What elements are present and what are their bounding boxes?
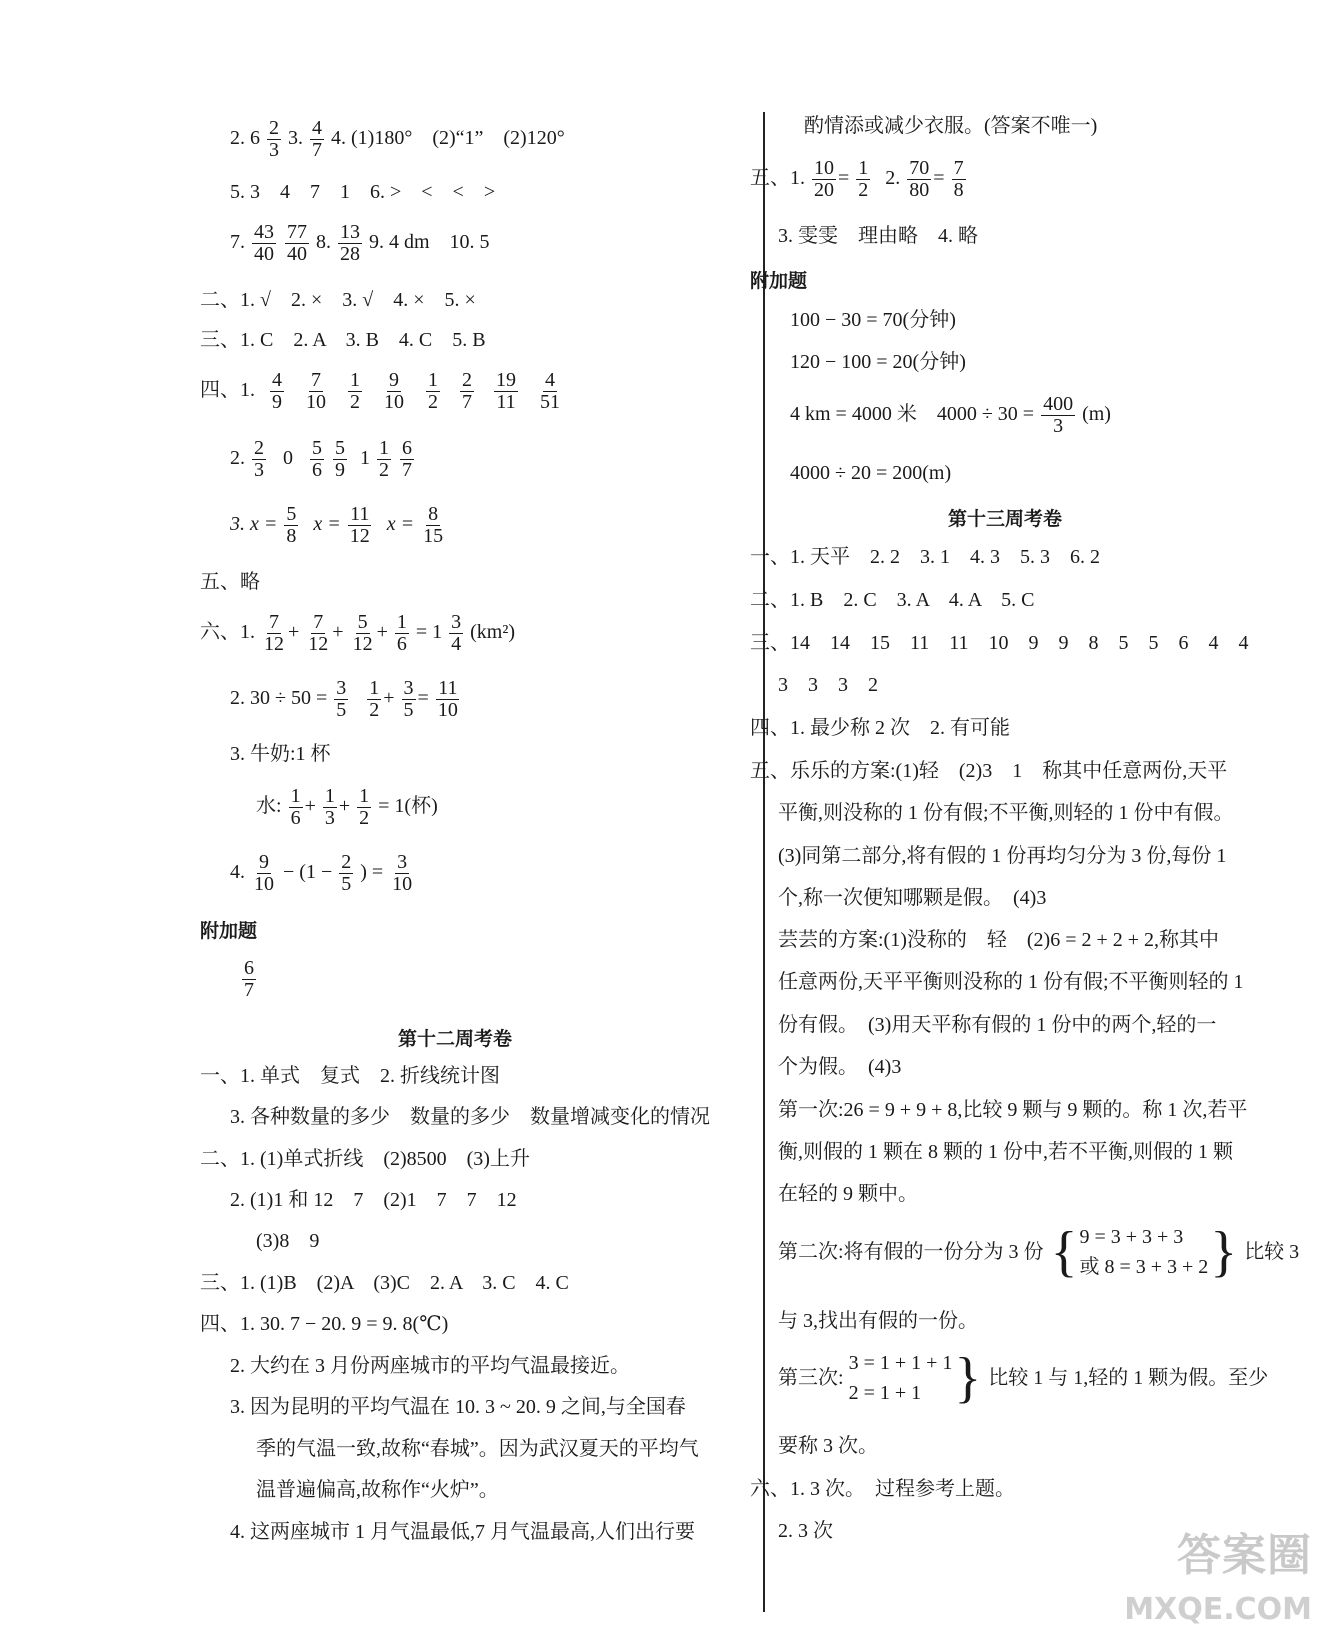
answer-line: 六、1. 3 次。 过程参考上题。 bbox=[750, 1478, 1015, 1500]
answer-line: 五、乐乐的方案:(1)轻 (2)3 1 称其中任意两份,天平 bbox=[750, 760, 1228, 782]
answer-line: 六、1. $\frac{7}{12}$ + $\frac{7}{12}$ + $\frac{5}{12}$ + $\frac{1}{6}$ = 1 $\frac{3}{4}$ (km²) bbox=[200, 611, 515, 655]
answer-line: 3. 雯雯 理由略 4. 略 bbox=[778, 225, 978, 247]
answer-line: 第二次:将有假的一份分为 3 份 { 9 = 3 + 3 + 3 或 8 = 3 + 3 + 2 } 比较 3 bbox=[778, 1221, 1300, 1283]
answer-line: 100 − 30 = 70(分钟) bbox=[790, 309, 956, 331]
fraction: $\frac{1}{2}$ bbox=[369, 677, 380, 721]
answer-line: 二、1. √ 2. × 3. √ 4. × 5. × bbox=[200, 289, 476, 311]
answer-line: 平衡,则没称的 1 份有假;不平衡,则轻的 1 份中有假。 bbox=[778, 802, 1234, 824]
fraction: $\frac{3}{5}$ bbox=[403, 677, 414, 721]
fraction: $\frac{3}{10}$ bbox=[392, 851, 413, 895]
brace-system: 3 = 1 + 1 + 1 2 = 1 + 1 } bbox=[848, 1347, 982, 1409]
answer-line: 4. $\frac{9}{10}$ − (1 − $\frac{2}{5}$ ) = $\frac{3}{10}$ bbox=[230, 851, 413, 895]
answer-line: 温普遍偏高,故称作“火炉”。 bbox=[256, 1479, 499, 1501]
fraction: $\frac{5}{9}$ bbox=[335, 437, 345, 481]
section-title: 第十三周考卷 bbox=[948, 508, 1063, 530]
answer-line: 2. 3 次 bbox=[778, 1520, 833, 1542]
fraction: $\frac{43}{40}$ bbox=[254, 221, 274, 265]
answer-line: 与 3,找出有假的一份。 bbox=[778, 1310, 978, 1332]
fraction: $\frac{9}{10}$ bbox=[254, 851, 274, 895]
bonus-heading: 附加题 bbox=[200, 920, 258, 942]
answer-line: 120 − 100 = 20(分钟) bbox=[790, 351, 966, 373]
fraction: $\frac{77}{40}$ bbox=[287, 221, 307, 265]
fraction: $\frac{1}{2}$ bbox=[350, 369, 360, 413]
answer-line: 3. 各种数量的多少 数量的多少 数量增减变化的情况 bbox=[230, 1106, 710, 1128]
fraction: $\frac{3}{4}$ bbox=[451, 611, 462, 655]
fraction: $\frac{1}{6}$ bbox=[290, 785, 301, 829]
answer-line: 五、略 bbox=[200, 571, 260, 593]
answer-line: 3. 牛奶:1 杯 bbox=[230, 743, 331, 765]
watermark-url: MXQE.COM bbox=[1124, 1592, 1312, 1627]
answer-line: 3. 因为昆明的平均气温在 10. 3 ~ 20. 9 之间,与全国春 bbox=[230, 1396, 686, 1418]
answer-line: 4 km = 4000 米 4000 ÷ 30 = $\frac{400}{3}$ (m) bbox=[790, 393, 1111, 437]
fraction: $\frac{1}{2}$ bbox=[858, 157, 869, 201]
fraction: $\frac{8}{15}$ bbox=[423, 503, 444, 547]
fraction: $\frac{7}{12}$ bbox=[264, 611, 284, 655]
fraction: $\frac{1}{2}$ bbox=[359, 785, 370, 829]
fraction: $\frac{2}{7}$ bbox=[462, 369, 472, 413]
answer-line: 一、1. 天平 2. 2 3. 1 4. 3 5. 3 6. 2 bbox=[750, 546, 1100, 568]
answer-line: 二、1. B 2. C 3. A 4. A 5. C bbox=[750, 589, 1035, 611]
fraction: $\frac{5}{8}$ bbox=[286, 503, 297, 547]
answer-line: 个,称一次便知哪颗是假。 (4)3 bbox=[778, 887, 1047, 909]
answer-line: 五、1. $\frac{10}{20}$ = $\frac{1}{2}$ 2. $\frac{70}{80}$ = $\frac{7}{8}$ bbox=[750, 157, 964, 201]
answer-line: 2. $\frac{2}{3}$ 0 $\frac{5}{6}$ $\frac{5}{9}$ 1 $\frac{1}{2}$ $\frac{6}{7}$ bbox=[230, 437, 412, 481]
answer-line: 份有假。 (3)用天平称有假的 1 份中的两个,轻的一 bbox=[778, 1014, 1217, 1036]
answer-line: 3 3 3 2 bbox=[778, 674, 878, 696]
answer-line: 7. $\frac{43}{40}$ $\frac{77}{40}$ 8. $\frac{13}{28}$ 9. 4 dm 10. 5 bbox=[230, 221, 490, 265]
fraction: $\frac{7}{10}$ bbox=[306, 369, 326, 413]
answer-line: 在轻的 9 颗中。 bbox=[778, 1183, 918, 1205]
answer-line: 2. 大约在 3 月份两座城市的平均气温最接近。 bbox=[230, 1355, 630, 1377]
answer-line: 2. 6 $\frac{2}{3}$ 3. $\frac{4}{7}$ 4. (1)180° (2)“1” (2)120° bbox=[230, 117, 565, 161]
fraction: $\frac{2}{3}$ bbox=[254, 437, 264, 481]
fraction: $\frac{1}{6}$ bbox=[396, 611, 407, 655]
answer-line: 2. 30 ÷ 50 = $\frac{3}{5}$ $\frac{1}{2}$ + $\frac{3}{5}$ = $\frac{11}{10}$ bbox=[230, 677, 458, 721]
fraction: $\frac{1}{2}$ bbox=[379, 437, 389, 481]
answer-line: 四、1. 30. 7 − 20. 9 = 9. 8(℃) bbox=[200, 1313, 449, 1335]
fraction: $\frac{1}{3}$ bbox=[324, 785, 335, 829]
answer-line: 三、14 14 15 11 11 10 9 9 8 5 5 6 4 4 bbox=[750, 632, 1249, 654]
answer-line: 四、1. $\frac{4}{9}$ $\frac{7}{10}$ $\frac{1}{2}$ $\frac{9}{10}$ $\frac{1}{2}$ $\frac{2}{7}$ $\frac{19}{11}$ $\frac{4}{51}$ bbox=[200, 369, 560, 413]
answer-line bbox=[240, 958, 258, 1001]
answer-line: 水: $\frac{1}{6}$ + $\frac{1}{3}$ + $\frac{1}{2}$ = 1(杯) bbox=[256, 785, 438, 829]
watermark-logo: 答案圈 bbox=[1177, 1530, 1312, 1581]
fraction: $\frac{3}{5}$ bbox=[336, 677, 347, 721]
answer-line: 个为假。 (4)3 bbox=[778, 1056, 902, 1078]
answer-line: 芸芸的方案:(1)没称的 轻 (2)6 = 2 + 2 + 2,称其中 bbox=[778, 929, 1220, 951]
fraction: $\frac{4}{51}$ bbox=[540, 369, 560, 413]
answer-line: (3)同第二部分,将有假的 1 份再均匀分为 3 份,每份 1 bbox=[778, 845, 1227, 867]
answer-line: (3)8 9 bbox=[256, 1230, 320, 1252]
fraction: $\frac{5}{12}$ bbox=[352, 611, 373, 655]
fraction: $\frac{7}{8}$ bbox=[953, 157, 964, 201]
fraction: $\frac{1}{2}$ bbox=[428, 369, 438, 413]
fraction: $\frac{70}{80}$ bbox=[909, 157, 930, 201]
answer-line: 3. x = $\frac{5}{8}$ x = $\frac{11}{12}$ x = $\frac{8}{15}$ bbox=[230, 503, 444, 547]
fraction: $\frac{6}{7}$ bbox=[402, 437, 412, 481]
answer-line: 第三次: 3 = 1 + 1 + 1 2 = 1 + 1 } 比较 1 与 1,轻的 1 颗为假。至少 bbox=[778, 1347, 1269, 1409]
fraction: $\frac{9}{10}$ bbox=[384, 369, 404, 413]
fraction: $\frac{2}{3}$ bbox=[269, 117, 279, 161]
answer-line: 三、1. (1)B (2)A (3)C 2. A 3. C 4. C bbox=[200, 1272, 569, 1294]
fraction: $\frac{10}{20}$ bbox=[814, 157, 834, 201]
section-title: 第十二周考卷 bbox=[398, 1028, 513, 1050]
answer-line: 二、1. (1)单式折线 (2)8500 (3)上升 bbox=[200, 1148, 530, 1170]
answer-line: 一、1. 单式 复式 2. 折线统计图 bbox=[200, 1065, 500, 1087]
fraction: $\frac{7}{12}$ bbox=[308, 611, 329, 655]
answer-line: 第一次:26 = 9 + 9 + 8,比较 9 颗与 9 颗的。称 1 次,若平 bbox=[778, 1099, 1248, 1121]
answer-line: 要称 3 次。 bbox=[778, 1435, 878, 1457]
fraction: $\frac{11}{10}$ bbox=[437, 677, 458, 721]
answer-line: 四、1. 最少称 2 次 2. 有可能 bbox=[750, 717, 1010, 739]
column-divider bbox=[763, 112, 765, 1612]
fraction: $\frac{11}{12}$ bbox=[349, 503, 370, 547]
fraction: $\frac{13}{28}$ bbox=[340, 221, 360, 265]
answer-line: 三、1. C 2. A 3. B 4. C 5. B bbox=[200, 329, 486, 351]
answer-line: 酌情添或减少衣服。(答案不唯一) bbox=[804, 115, 1098, 137]
fraction: $\frac{6}{7}$ bbox=[244, 957, 254, 1001]
answer-line: 任意两份,天平平衡则没称的 1 份有假;不平衡则轻的 1 bbox=[778, 971, 1244, 993]
bonus-heading: 附加题 bbox=[750, 270, 808, 292]
fraction: $\frac{400}{3}$ bbox=[1043, 393, 1074, 437]
answer-line: 季的气温一致,故称“春城”。因为武汉夏天的平均气 bbox=[256, 1438, 699, 1460]
fraction: $\frac{4}{7}$ bbox=[312, 117, 322, 161]
fraction: $\frac{2}{5}$ bbox=[341, 851, 352, 895]
fraction: $\frac{19}{11}$ bbox=[496, 369, 516, 413]
answer-line: 5. 3 4 7 1 6. > < < > bbox=[230, 181, 496, 203]
answer-line: 2. (1)1 和 12 7 (2)1 7 7 12 bbox=[230, 1189, 517, 1211]
answer-line: 衡,则假的 1 颗在 8 颗的 1 份中,若不平衡,则假的 1 颗 bbox=[778, 1141, 1233, 1163]
brace-system: { 9 = 3 + 3 + 3 或 8 = 3 + 3 + 2 } bbox=[1050, 1221, 1238, 1283]
fraction: $\frac{5}{6}$ bbox=[312, 437, 322, 481]
answer-line: 4000 ÷ 20 = 200(m) bbox=[790, 462, 952, 484]
answer-line: 4. 这两座城市 1 月气温最低,7 月气温最高,人们出行要 bbox=[230, 1521, 695, 1543]
fraction: $\frac{4}{9}$ bbox=[272, 369, 282, 413]
